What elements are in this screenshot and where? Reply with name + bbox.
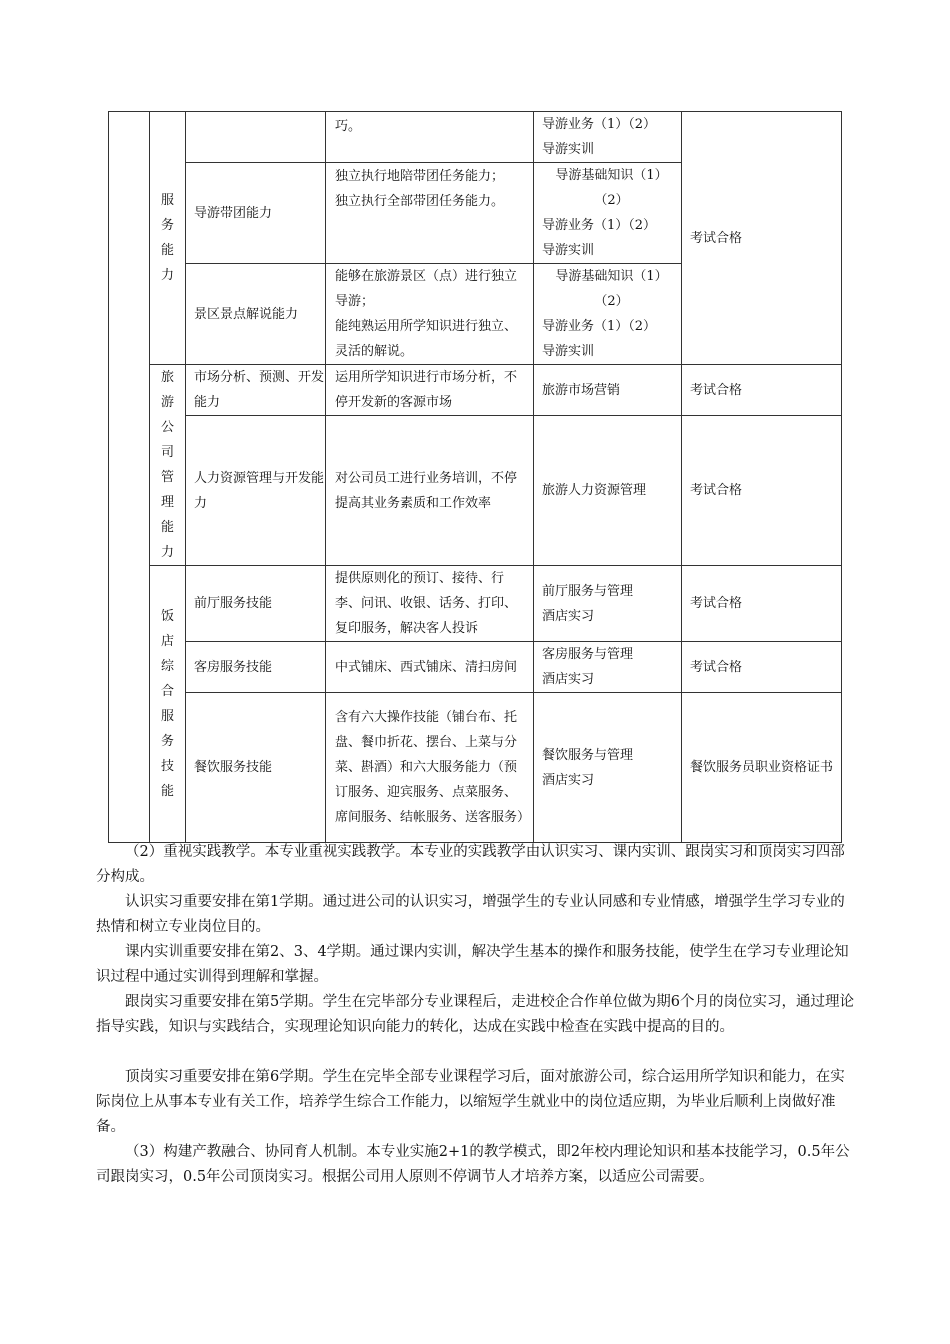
standard-cell: 提供原则化的预订、接待、行李、问讯、收银、话务、打印、复印服务，解决客人投诉 bbox=[326, 566, 534, 642]
paragraph: 认识实习重要安排在第1学期。通过进公司的认识实习，增强学生的专业认同感和专业情感，增强学生学习专业的热情和树立专业岗位目的。 bbox=[96, 894, 845, 935]
courses-cell: 导游基础知识（1） （2） 导游业务（1）（2） 导游实训 bbox=[534, 264, 682, 365]
table-row bbox=[109, 365, 842, 416]
ability-cell: 导游带团能力 bbox=[186, 163, 326, 264]
courses-cell: 餐饮服务与管理 酒店实习 bbox=[534, 693, 682, 843]
ability-cell: 市场分析、预测、开发能力 bbox=[186, 365, 326, 416]
paragraph: （3）构建产教融合、协同育人机制。本专业实施2+1的教学模式，即2年校内理论知识和基本技能学习，0.5年公司跟岗实习，0.5年公司顶岗实习。根据公司用人原则不停调节人才培养方案，以适应公司需要。 bbox=[96, 1144, 850, 1185]
group-label-service: 服 务 能 力 bbox=[150, 112, 186, 365]
assessment-cell: 餐饮服务员职业资格证书 bbox=[682, 693, 842, 843]
standard-cell: 巧。 bbox=[326, 112, 534, 163]
courses-cell: 前厅服务与管理 酒店实习 bbox=[534, 566, 682, 642]
ability-cell: 景区景点解说能力 bbox=[186, 264, 326, 365]
paragraph: 跟岗实习重要安排在第5学期。学生在完毕部分专业课程后，走进校企合作单位做为期6个月的岗位实习，通过理论指导实践，知识与实践结合，实现理论知识向能力的转化，达成在实践中检查在实践中提高的目的。 bbox=[96, 994, 854, 1035]
ability-cell bbox=[186, 112, 326, 163]
assessment-cell: 考试合格 bbox=[682, 112, 842, 365]
table-row bbox=[109, 112, 842, 163]
table-row bbox=[109, 566, 842, 642]
group-label-management: 旅 游 公 司 管 理 能 力 bbox=[150, 365, 186, 566]
ability-cell: 餐饮服务技能 bbox=[186, 693, 326, 843]
standard-cell: 独立执行地陪带团任务能力； 独立执行全部带团任务能力。 bbox=[326, 163, 534, 264]
paragraph: （2）重视实践教学。本专业重视实践教学。本专业的实践教学由认识实习、课内实训、跟岗实习和顶岗实习四部分构成。 bbox=[96, 844, 845, 885]
courses-cell: 导游业务（1）（2） 导游实训 bbox=[534, 112, 682, 163]
standard-cell: 运用所学知识进行市场分析，不停开发新的客源市场 bbox=[326, 365, 534, 416]
paragraph: 课内实训重要安排在第2、3、4学期。通过课内实训，解决学生基本的操作和服务技能，使学生在学习专业理论知识过程中通过实训得到理解和掌握。 bbox=[96, 944, 849, 985]
ability-cell: 前厅服务技能 bbox=[186, 566, 326, 642]
assessment-cell: 考试合格 bbox=[682, 642, 842, 693]
standard-cell: 对公司员工进行业务培训，不停提高其业务素质和工作效率 bbox=[326, 416, 534, 566]
courses-cell: 客房服务与管理 酒店实习 bbox=[534, 642, 682, 693]
assessment-cell: 考试合格 bbox=[682, 365, 842, 416]
assessment-cell: 考试合格 bbox=[682, 566, 842, 642]
skills-table bbox=[108, 111, 842, 843]
assessment-cell: 考试合格 bbox=[682, 416, 842, 566]
table-row bbox=[109, 416, 842, 566]
group-label-hotel: 饭 店 综 合 服 务 技 能 bbox=[150, 566, 186, 843]
standard-cell: 中式铺床、西式铺床、清扫房间 bbox=[326, 642, 534, 693]
table-row bbox=[109, 693, 842, 843]
courses-cell: 导游基础知识（1） （2） 导游业务（1）（2） 导游实训 bbox=[534, 163, 682, 264]
ability-cell: 人力资源管理与开发能力 bbox=[186, 416, 326, 566]
paragraph: 顶岗实习重要安排在第6学期。学生在完毕全部专业课程学习后，面对旅游公司，综合运用所学知识和能力，在实际岗位上从事本专业有关工作，培养学生综合工作能力，以缩短学生就业中的岗位适应期，为毕业后顺利上岗做好准备。 bbox=[96, 1069, 845, 1135]
table-row bbox=[109, 642, 842, 693]
blank-category-cell bbox=[109, 112, 150, 843]
courses-cell: 旅游市场营销 bbox=[534, 365, 682, 416]
ability-cell: 客房服务技能 bbox=[186, 642, 326, 693]
standard-cell: 含有六大操作技能（铺台布、托盘、餐巾折花、摆台、上菜与分菜、斟酒）和六大服务能力（预订服务、迎宾服务、点菜服务、席间服务、结帐服务、送客服务） bbox=[326, 693, 534, 843]
courses-cell: 旅游人力资源管理 bbox=[534, 416, 682, 566]
standard-cell: 能够在旅游景区（点）进行独立导游； 能纯熟运用所学知识进行独立、灵活的解说。 bbox=[326, 264, 534, 365]
